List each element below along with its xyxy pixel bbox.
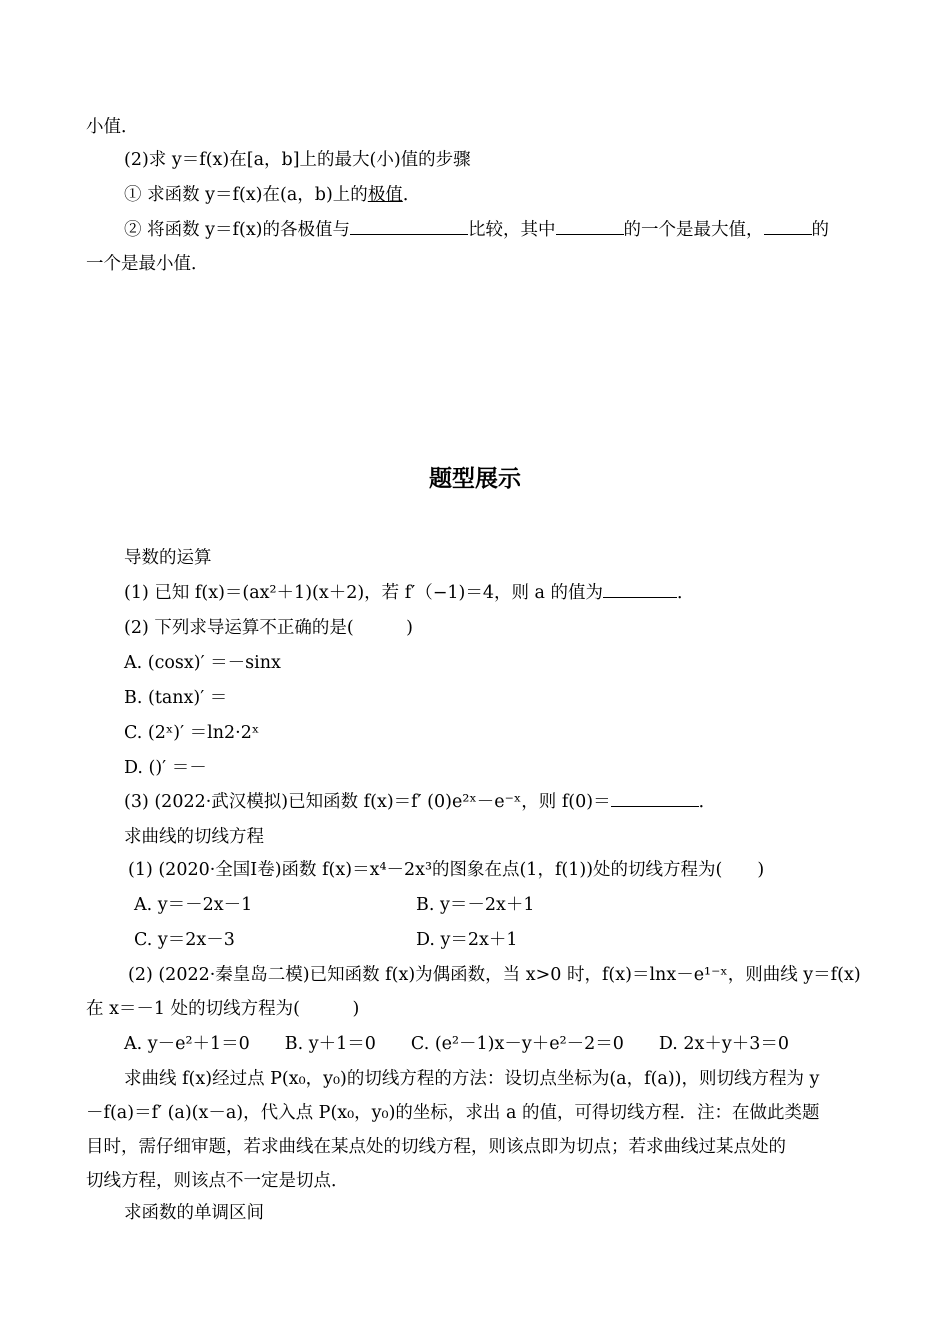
text-line-16: (2) (2022·秦皇岛二模)已知函数 f(x)为偶函数，当 x>0 时，f(x)＝lnx－e¹⁻ˣ，则曲线 y＝f(x) [128, 965, 861, 985]
text-line-13: (3) (2022·武汉模拟)已知函数 f(x)＝f′ (0)e²ˣ－e⁻ˣ，则 f(0)＝ ． [124, 792, 717, 812]
text-line-11: C. (2ˣ)′ ＝ln2·2ˣ [124, 723, 260, 743]
option-a: A. y＝－2x－1 [134, 895, 253, 915]
fill-blank [556, 218, 624, 235]
option-d: D. y＝2x＋1 [416, 930, 518, 950]
fill-blank [611, 790, 699, 807]
text-line-3: ① 求函数 y＝f(x)在(a，b)上的极值． [124, 185, 421, 205]
text-line-18: 求曲线 f(x)经过点 P(x₀，y₀)的切线方程的方法：设切点坐标为(a，f(a))，则切线方程为 y [124, 1069, 820, 1089]
text-line-7: (1) 已知 f(x)＝(ax²＋1)(x＋2)，若 f′（−1)＝4，则 a 的值为 ． [124, 583, 695, 603]
text-line-19: －f(a)＝f′ (a)(x－a)，代入点 P(x₀，y₀)的坐标，求出 a 的值，可得切线方程．注：在做此类题 [86, 1103, 820, 1123]
text-line-10: B. (tanx)′ ＝ [124, 688, 228, 708]
text-line-17: 在 x＝－1 处的切线方程为( ) [86, 999, 360, 1019]
text-line-5: 一个是最小值． [86, 254, 209, 274]
text-line-9: A. (cosx)′ ＝－sinx [124, 653, 281, 673]
section-title: 题型展示 [429, 466, 521, 492]
text-line-20: 目时，需仔细审题，若求曲线在某点处的切线方程，则该点即为切点；若求曲线过某点处的 [86, 1137, 786, 1157]
text-line-6: 导数的运算 [124, 548, 212, 568]
text-line-8: (2) 下列求导运算不正确的是( ) [124, 618, 414, 638]
fill-blank [764, 218, 812, 235]
text-line-12: D. ()′ ＝－ [124, 758, 207, 778]
option-c: C. y＝2x－3 [134, 930, 235, 950]
text-line-14: 求曲线的切线方程 [124, 827, 264, 847]
underlined-term: 极值 [367, 185, 403, 205]
text-line-4: ② 将函数 y＝f(x)的各极值与 比较，其中 的一个是最大值， 的 [124, 220, 830, 240]
text-line-15: (1) (2020·全国Ⅰ卷)函数 f(x)＝x⁴－2x³的图象在点(1，f(1))处的切线方程为( ) [128, 860, 765, 880]
fill-blank [350, 218, 468, 235]
options-row: A. y－e²＋1＝0 B. y＋1＝0 C. (e²－1)x－y＋e²－2＝0 D. 2x＋y＋3＝0 [124, 1034, 790, 1054]
text-line-21: 切线方程，则该点不一定是切点． [86, 1171, 349, 1191]
option-b: B. y＝－2x＋1 [416, 895, 535, 915]
text-line-2: (2)求 y＝f(x)在[a，b]上的最大(小)值的步骤 [124, 150, 471, 170]
text-line-1: 小值． [86, 117, 139, 137]
fill-blank [603, 581, 677, 598]
text-line-22: 求函数的单调区间 [124, 1203, 264, 1223]
